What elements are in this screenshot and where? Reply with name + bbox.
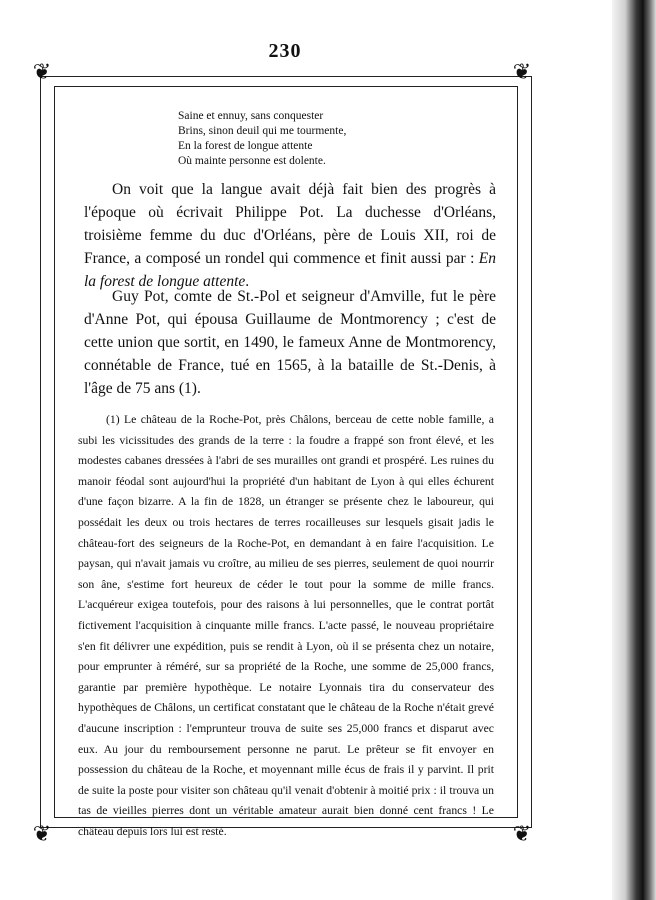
fleuron-icon: ❦ <box>512 821 532 846</box>
body-paragraph-1 <box>84 178 496 293</box>
fleuron-icon: ❦ <box>32 59 52 84</box>
fleuron-icon: ❦ <box>32 821 52 846</box>
poem-quotation <box>178 109 478 169</box>
fleuron-icon: ❦ <box>512 59 532 84</box>
paragraph-text: On voit que la langue avait déjà fait bien des progrès à l'époque où écrivait Philippe Pot. La duchesse d'Orléans, troisième femme du duc d'Orléans, père de Louis XII, roi de France, a composé un rondel qui commence et finit aussi par : <box>84 181 496 267</box>
paragraph-end: . <box>245 273 250 290</box>
paragraph-text: Guy Pot, comte de St.-Pol et seigneur d'Amville, fut le père d'Anne Pot, qui épousa Guillaume de Montmorency ; c'est de cette union que sortit, en 1490, le fameux Anne de Montmorency, connétable de France, tué en 1565, à la bataille de St.-Denis, à l'âge de 75 ans (1). <box>84 288 496 397</box>
book-page-edge <box>612 0 656 900</box>
footnote-text: (1) Le château de la Roche-Pot, près Châlons, berceau de cette noble famille, a subi les vicissitudes des grands de la terre : la foudre a frappé son front élevé, et les modestes cabanes dressées à l'abri de ses murailles ont grandi et prospéré. Les ruines du manoir féodal sont aujourd'hui la propriété d'un habitant de Lyon à qui elles échurent d'une façon bizarre. A la fin de 1828, un étranger se présente chez le laboureur, qui possédait les deux ou trois hectares de terres rocailleuses sur lesquels gisait jadis le château-fort des seigneurs de la Roche-Pot, en demandant à en faire l'acquisition. Le paysan, qui n'avait jamais vu croître, au milieu de ses pierres, seulement de quoi nourrir son âne, s'estime fort heureux de céder le tout pour la somme de mille francs. L'acquéreur exigea toutefois, pour des raisons à lui personnelles, que le contrat portât fictivement l'acquisition à cinquante mille francs. L'acte passé, le nouveau propriétaire s'en fit délivrer une expédition, puis se rendit à Lyon, où il se présenta chez un notaire, pour emprunter à réméré, sur sa propriété de la Roche, une somme de 25,000 francs, garantie par première hypothèque. Le notaire Lyonnais tira du conservateur des hypothèques de Châlons, un certificat constatant que le château de la Roche n'était grevé d'aucune inscription : l'emprunteur trouva de suite ses 25,000 francs et disparut avec eux. Au jour du remboursement personne ne parut. Le prêteur se fit envoyer en possession du château de la Roche, et moyennant mille écus de frais il y parvint. Il prit de suite la poste pour visiter son château qu'il venait d'obtenir à moitié prix : il trouva un tas de vieilles pierres dont un véritable amateur aurait bien donné cent francs ! Le château depuis lors lui est resté. <box>78 413 494 838</box>
poem-line: Brins, sinon deuil qui me tourmente, <box>178 125 347 137</box>
poem-line: En la forest de longue attente <box>178 140 313 152</box>
poem-line: Où mainte personne est dolente. <box>178 155 326 167</box>
footnote <box>78 410 494 842</box>
paragraph-italic-quote: En la forest de longue attente <box>84 250 496 290</box>
body-paragraph-2 <box>84 285 496 400</box>
poem-line: Saine et ennuy, sans conquester <box>178 110 324 122</box>
page-number: 230 <box>268 40 302 62</box>
